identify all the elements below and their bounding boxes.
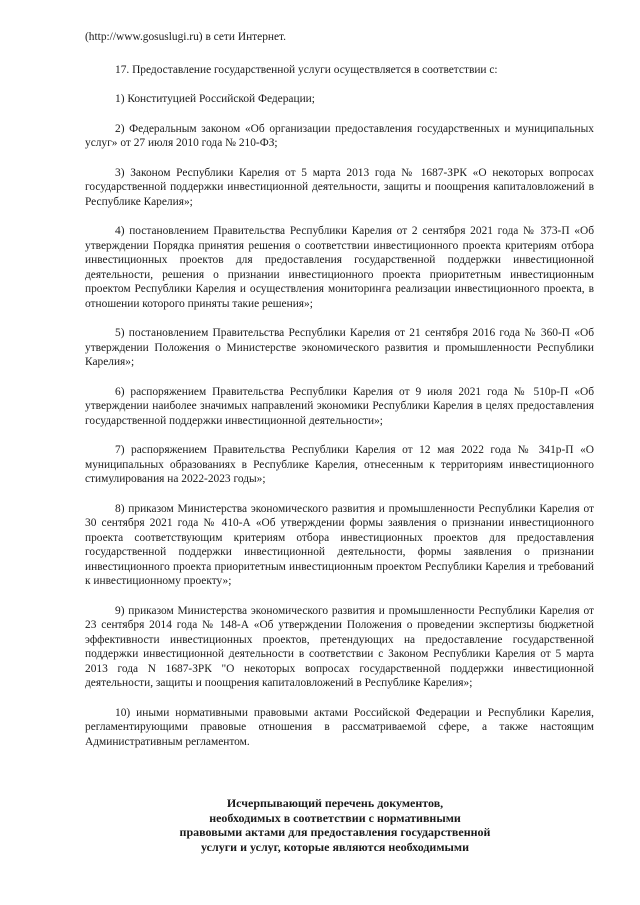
section-heading-line: необходимых в соответствии с нормативными: [209, 810, 461, 825]
list-item-8-order-410: 8) приказом Министерства экономического развития и промышленности Республики Карелия от 30 сентября 2021 года № 410-А «Об утверждении формы заявления о признании инвестиционного проекта соответствующим критериям отбора инвестиционных проектов для предоставления государственной поддержки инвестиционной деятельности, формы заявления о признании инвестиционного проекта приоритетным инвестиционным проектом Республики Карелия и требований к инвестиционному проекту»;: [85, 502, 594, 587]
list-item-9-order-148: 9) приказом Министерства экономического развития и промышленности Республики Карелия от 23 сентября 2014 года № 148-А «Об утверждении Положения о проведении экспертизы бюджетной эффективности инвестиционных проектов, претендующих на предоставление государственной поддержки инвестиционной деятельности в соответствии с Законом Республики Карелия от 5 марта 2013 года N 1687-ЗРК "О некоторых вопросах государственной поддержки инвестиционной деятельности, защиты и поощрения капиталовложений в Республике Карелия»;: [85, 604, 594, 689]
section-heading-line: Исчерпывающий перечень документов,: [226, 796, 444, 810]
list-item-6-order-510: 6) распоряжением Правительства Республики Карелия от 9 июля 2021 года № 510р-П «Об утверждении наиболее значимых направлений экономики Республики Карелия в целях предоставления государственной поддержки инвестиционной деятельности»;: [85, 385, 594, 427]
list-item-2-federal-law: 2) Федеральным законом «Об организации предоставления государственных и муниципальных услуг» от 27 июля 2010 года № 210-ФЗ;: [85, 122, 594, 149]
document-body: [85, 30, 594, 764]
continuation-line: (http://www.gosuslugi.ru) в сети Интернет.: [85, 31, 287, 43]
list-item-5-resolution-360: 5) постановлением Правительства Республики Карелия от 21 сентября 2016 года № 360-П «Об утверждении Положения о Министерстве экономического развития и промышленности Республики Карелия»;: [85, 327, 594, 368]
list-item-7-order-341: 7) распоряжением Правительства Республики Карелия от 12 мая 2022 года № 341р-П «О муниципальных образованиях в Республике Карелия, отнесенным к территориям инвестиционного стимулирования на 2022-2023 годы»;: [85, 444, 594, 485]
list-item-3-karelia-law: 3) Законом Республики Карелия от 5 марта 2013 года № 1687-ЗРК «О некоторых вопросах государственной поддержки инвестиционной деятельности, защиты и поощрения капиталовложений в Республике Карелия»;: [85, 166, 594, 208]
paragraph-17-intro: 17. Предоставление государственной услуги осуществляется в соответствии с:: [115, 63, 498, 76]
section-heading-line: правовыми актами для предоставления государственной: [179, 825, 491, 839]
list-item-1-constitution: 1) Конституцией Российской Федерации;: [115, 93, 315, 105]
section-heading: [120, 796, 550, 854]
list-item-4-resolution-373: 4) постановлением Правительства Республики Карелия от 2 сентября 2021 года № 373-П «Об утверждении Порядка принятия решения о соответствии инвестиционного проекта критериям отбора инвестиционных проектов для предоставления государственной поддержки инвестиционной деятельности, решения о признании инвестиционного проекта приоритетным инвестиционным проектом Республики Карелия и осуществления мониторинга реализации инвестиционного проекта, в отношении которого приняты такие решения»;: [85, 225, 594, 310]
list-item-10-other-acts: 10) иными нормативными правовыми актами Российской Федерации и Республики Карелия, регламентирующими правовые отношения в рассматриваемой сфере, а также настоящим Административным регламентом.: [85, 706, 594, 748]
section-heading-line: услуги и услуг, которые являются необходимыми: [201, 839, 469, 854]
